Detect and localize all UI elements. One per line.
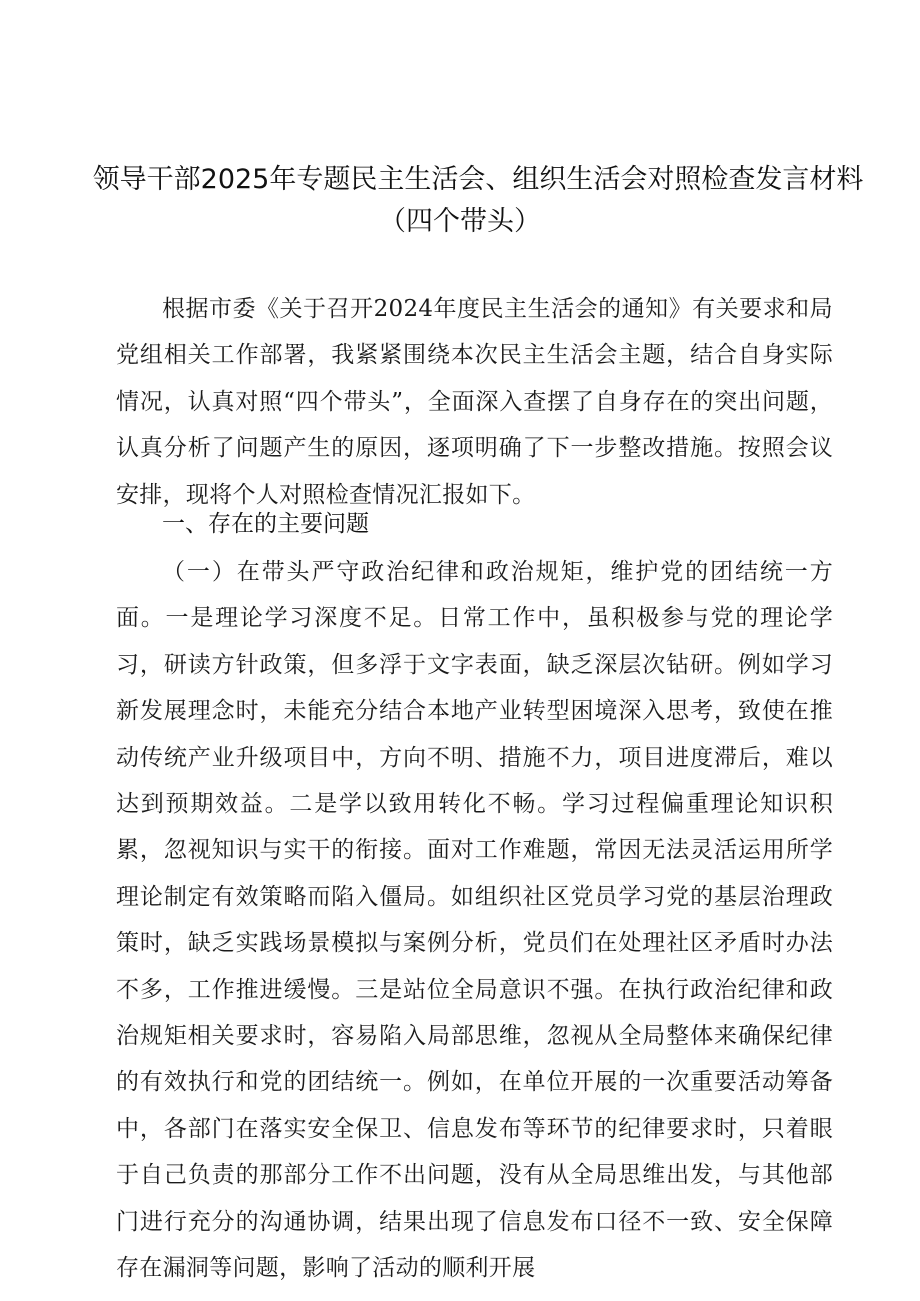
section-paragraph: （一）在带头严守政治纪律和政治规矩，维护党的团结统一方面。一是理论学习深度不足。日常工作中，虽积极参与党的理论学习，研读方针政策，但多浮于文字表面，缺乏深层次钻研。例如学习新发展理念时，未能充分结合本地产业转型困境深入思考，致使在推动传统产业升级项目中，方向不明、措施不力，项目进度滞后，难以达到预期效益。二是学以致用转化不畅。学习过程偏重理论知识积累，忽视知识与实干的衔接。面对工作难题，常因无法灵活运用所学理论制定有效策略而陷入僵局。如组织社区党员学习党的基层治理政策时，缺乏实践场景模拟与案例分析，党员们在处理社区矛盾时办法不多，工作推进缓慢。三是站位全局意识不强。在执行政治纪律和政治规矩相关要求时，容易陷入局部思维，忽视从全局整体来确保纪律的有效执行和党的团结统一。例如，在单位开展的一次重要活动筹备中，各部门在落实安全保卫、信息发布等环节的纪律要求时，只着眼于自己负责的那部分工作不出问题，没有从全局思维出发，与其他部门进行充分的沟通协调，结果出现了信息发布口径不一致、安全保障存在漏洞等问题，影响了活动的顺利开展 <box>116 559 833 1282</box>
document-title: 领导干部2025年专题民主生活会、组织生活会对照检查发言材料 <box>92 164 864 195</box>
intro-paragraph: 根据市委《关于召开2024年度民主生活会的通知》有关要求和局党组相关工作部署，我紧紧围绕本次民主生活会主题，结合自身实际情况，认真对照“四个带头”，全面深入查摆了自身存在的突出问题，认真分析了问题产生的原因，逐项明确了下一步整改措施。按照会议安排，现将个人对照检查情况汇报如下。 <box>116 296 833 508</box>
document-subtitle: （四个带头） <box>379 206 541 237</box>
section-heading: 一、存在的主要问题 <box>162 511 369 537</box>
